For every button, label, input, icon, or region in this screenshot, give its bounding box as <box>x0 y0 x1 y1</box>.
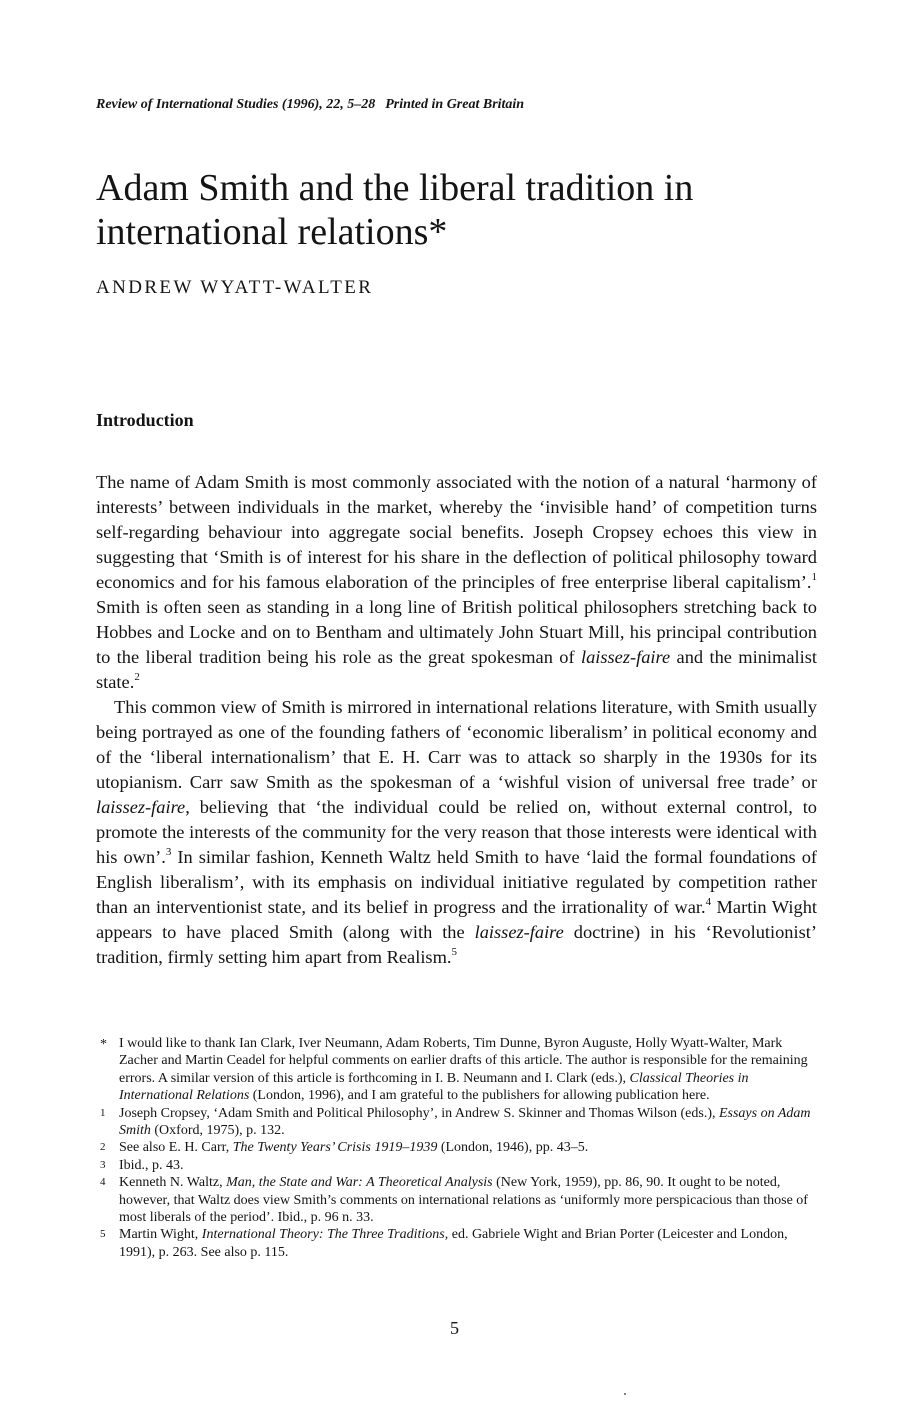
paragraph-2 <box>96 695 817 970</box>
footnote-1 <box>96 1105 817 1140</box>
footnote-mark: 2 <box>100 1141 106 1154</box>
text-run: This common view of Smith is mirrored in international relations literature, with Smith usually being portrayed as one of the founding fathers of ‘economic liberalism’ in political economy and of the ‘liberal internationalism’ that E. H. Carr was to attack so sharply in the 1930s for its utopianism. Carr saw Smith as the spokesman of a ‘wishful vision of universal free trade’ or <box>96 697 817 792</box>
text-run: Martin Wight appears to have placed Smith (along with the <box>96 897 817 942</box>
italic-title: Essays on Adam Smith <box>119 1105 811 1139</box>
footnote-ref: 4 <box>705 895 712 908</box>
text-run: (London, 1946), pp. 43–5. <box>437 1140 589 1156</box>
footnote-5 <box>96 1226 817 1261</box>
journal-citation: Review of International Studies (1996), 22, 5–28 <box>96 97 376 112</box>
article-title: Adam Smith and the liberal tradition in international relations* <box>96 167 694 253</box>
text-run: (New York, 1959), pp. 86, 90. It ought to be noted, however, that Waltz does view Smith’s comments on international relations as ‘uniformly more perspicacious than those of most liberals of the period’. Ibid., p. 96 n. 33. <box>119 1175 808 1226</box>
section-heading: Introduction <box>96 410 194 430</box>
italic-title: The Twenty Years’ Crisis 1919–1939 <box>232 1140 438 1156</box>
text-run: Kenneth N. Waltz, <box>119 1175 227 1191</box>
text-run: In similar fashion, Kenneth Waltz held Smith to have ‘laid the formal foundations of English liberalism’, with its emphasis on individual initiative regulated by competition rather than an interventionist state, and its belief in progress and the irrationality of war. <box>96 847 818 917</box>
italic-title: International Theory: The Three Traditions <box>201 1227 445 1243</box>
author-name: ANDREW WYATT-WALTER <box>96 277 374 298</box>
italic-term: laissez-faire <box>474 922 564 942</box>
text-run: , believing that ‘the individual could be relied on, without external control, to promote the interests of the community for the very reason that those interests were identical with his own’. <box>96 797 817 867</box>
text-run: (London, 1996), and I am grateful to the publishers for allowing publication here. <box>249 1088 710 1104</box>
text-run: and the minimalist state. <box>96 647 817 692</box>
page-number: 5 <box>450 1318 459 1338</box>
text-run: Ibid., p. 43. <box>119 1157 184 1173</box>
scan-speck <box>624 1393 626 1395</box>
footnote-ref: 3 <box>165 845 172 858</box>
italic-title: Classical Theories in International Relations <box>119 1070 749 1104</box>
text-run: Smith is often seen as standing in a long line of British political philosophers stretching back to Hobbes and Locke and on to Bentham and ultimately John Stuart Mill, his principal contribution to the liberal tradition being his role as the great spokesman of <box>96 597 817 667</box>
paragraph-1 <box>96 470 817 695</box>
text-run: See also E. H. Carr, <box>119 1140 233 1156</box>
body-text <box>96 470 817 970</box>
footnote-star <box>96 1035 817 1105</box>
footnote-mark: 4 <box>100 1176 106 1189</box>
footnote-ref: 2 <box>134 670 140 683</box>
italic-term: laissez-faire <box>580 647 671 667</box>
footnote-2 <box>96 1139 817 1156</box>
footnote-3 <box>96 1157 817 1174</box>
footnote-4 <box>96 1174 817 1226</box>
italic-title: Man, the State and War: A Theoretical Analysis <box>226 1175 493 1191</box>
footnotes <box>96 1035 817 1261</box>
text-run: Joseph Cropsey, ‘Adam Smith and Political Philosophy’, in Andrew S. Skinner and Thomas Wilson (eds.), <box>119 1105 719 1121</box>
text-run: (Oxford, 1975), p. 132. <box>150 1123 285 1139</box>
running-header <box>96 97 524 113</box>
footnote-ref: 5 <box>451 945 457 958</box>
text-run: , ed. Gabriele Wight and Brian Porter (Leicester and London, 1991), p. 263. See also p. 115. <box>119 1227 788 1260</box>
footnote-mark: 1 <box>100 1106 106 1119</box>
text-run: I would like to thank Ian Clark, Iver Neumann, Adam Roberts, Tim Dunne, Byron Auguste, Holly Wyatt-Walter, Mark Zacher and Martin Ceadel for helpful comments on earlier drafts of this article. The author is responsible for the remaining errors. A similar version of this article is forthcoming in I. B. Neumann and I. Clark (eds.), <box>119 1036 808 1086</box>
text-run: The name of Adam Smith is most commonly associated with the notion of a natural ‘harmony of interests’ between individuals in the market, whereby the ‘invisible hand’ of competition turns self-regarding behaviour into aggregate social benefits. Joseph Cropsey echoes this view in suggesting that ‘Smith is of interest for his share in the deflection of political philosophy toward economics and for his famous elaboration of the principles of free enterprise liberal capitalism’. <box>96 472 817 592</box>
footnote-mark: * <box>100 1037 107 1052</box>
italic-term: laissez-faire <box>96 797 186 817</box>
text-run: doctrine) in his ‘Revolutionist’ tradition, firmly setting him apart from Realism. <box>96 922 817 967</box>
footnote-ref: 1 <box>811 570 817 583</box>
footnote-mark: 5 <box>100 1228 106 1241</box>
footnote-mark: 3 <box>100 1158 106 1171</box>
printed-note: Printed in Great Britain <box>385 97 525 112</box>
text-run: Martin Wight, <box>119 1227 202 1243</box>
